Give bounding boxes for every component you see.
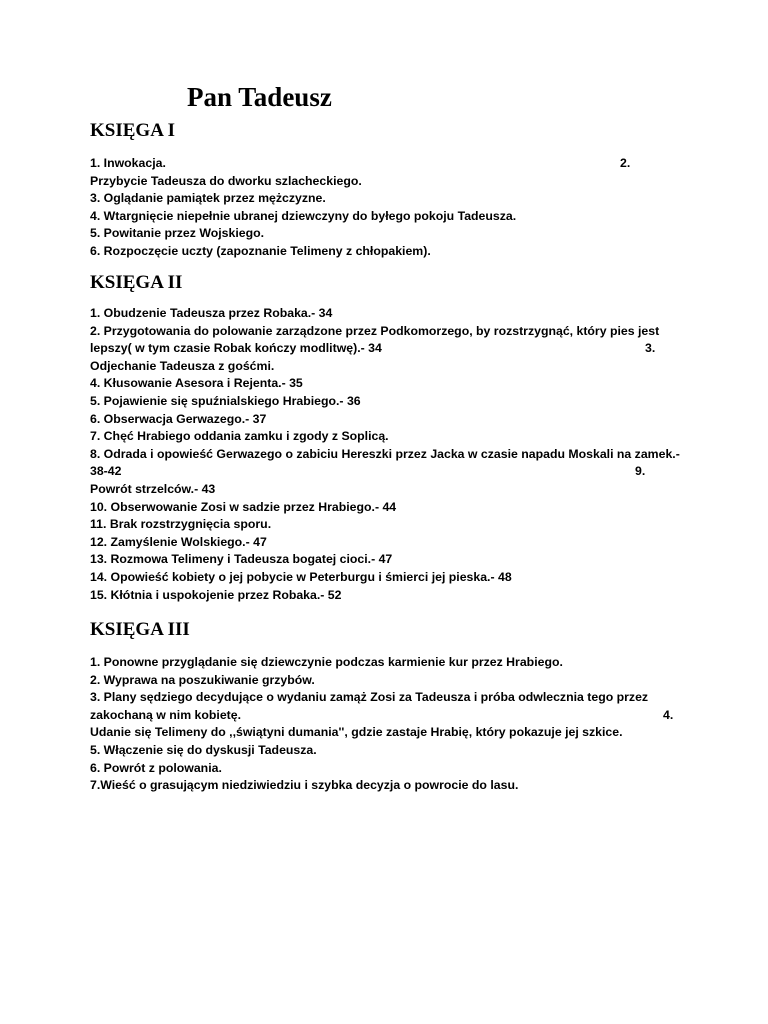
list-item: 1. Inwokacja. 2. — [90, 155, 670, 173]
trailing-item-number: 9. — [635, 464, 646, 479]
document-title: Pan Tadeusz — [187, 82, 332, 112]
list-item: 4. Kłusowanie Asesora i Rejenta.- 35 — [90, 376, 303, 391]
list-item: 2. Przygotowania do polowanie zarządzone przez Podkomorzego, by rozstrzygnąć, który pies jest — [90, 323, 660, 338]
list-item: 5. Pojawienie się spuźnialskiego Hrabiego.- 36 — [90, 393, 361, 408]
trailing-item-number: 3. — [645, 341, 656, 356]
trailing-item-number: 2. — [620, 156, 631, 170]
list-item: 1. Ponowne przyglądanie się dziewczynie podczas karmienie kur przez Hrabiego. — [90, 655, 563, 669]
list-item: 13. Rozmowa Telimeny i Tadeusza bogatej cioci.- 47 — [90, 552, 393, 567]
list-item: 1. Obudzenie Tadeusza przez Robaka.- 34 — [90, 306, 333, 320]
list-item: 38-42 9. — [90, 463, 670, 481]
trailing-item-number: 4. — [663, 707, 674, 722]
section-heading-ksiega-2: KSIĘGA II — [90, 272, 183, 293]
section-list-ksiega-1 — [90, 155, 670, 261]
list-item: 12. Zamyślenie Wolskiego.- 47 — [90, 534, 267, 549]
list-item: Przybycie Tadeusza do dworku szlacheckiego. — [90, 173, 362, 188]
list-item: 2. Wyprawa na poszukiwanie grzybów. — [90, 672, 315, 687]
list-item: 3. Oglądanie pamiątek przez mężczyzne. — [90, 191, 326, 206]
list-item: 5. Włączenie się do dyskusji Tadeusza. — [90, 742, 317, 757]
list-item: 6. Powrót z polowania. — [90, 760, 222, 775]
list-item: 8. Odrada i opowieść Gerwazego o zabiciu Hereszki przez Jacka w czasie napadu Moskali na zamek.- — [90, 446, 680, 461]
section-list-ksiega-3 — [90, 654, 674, 795]
list-item: Odjechanie Tadeusza z gośćmi. — [90, 358, 275, 373]
list-item: 14. Opowieść kobiety o jej pobycie w Peterburgu i śmierci jej pieska.- 48 — [90, 569, 512, 584]
list-item: 5. Powitanie przez Wojskiego. — [90, 226, 265, 241]
list-item: 15. Kłótnia i uspokojenie przez Robaka.- 52 — [90, 587, 342, 602]
list-item: Powrót strzelców.- 43 — [90, 481, 216, 496]
list-item: 6. Rozpoczęcie uczty (zapoznanie Telimeny z chłopakiem). — [90, 243, 431, 258]
list-item: Udanie się Telimeny do ,,świątyni dumania'', gdzie zastaje Hrabię, który pokazuje jej szkice. — [90, 725, 623, 740]
section-list-ksiega-2 — [90, 305, 680, 604]
list-item: 7. Chęć Hrabiego oddania zamku i zgody z Soplicą. — [90, 429, 389, 444]
section-heading-ksiega-3: KSIĘGA III — [90, 619, 190, 640]
list-item: 3. Plany sędziego decydujące o wydaniu zamąż Zosi za Tadeusza i próba odwlecznia tego przez — [90, 690, 649, 705]
list-item: 4. Wtargnięcie niepełnie ubranej dziewczyny do byłego pokoju Tadeusza. — [90, 208, 517, 223]
list-item: lepszy( w tym czasie Robak kończy modlitwę).- 34 3. — [90, 340, 670, 358]
list-item: 10. Obserwowanie Zosi w sadzie przez Hrabiego.- 44 — [90, 499, 397, 514]
list-item: 11. Brak rozstrzygnięcia sporu. — [90, 517, 272, 532]
list-item: 7.Wieść o grasującym niedziwiedziu i szybka decyzja o powrocie do lasu. — [90, 778, 519, 793]
list-item: 6. Obserwacja Gerwazego.- 37 — [90, 411, 267, 426]
section-heading-ksiega-1: KSIĘGA I — [90, 120, 176, 141]
list-item: zakochaną w nim kobietę. 4. — [90, 707, 670, 725]
